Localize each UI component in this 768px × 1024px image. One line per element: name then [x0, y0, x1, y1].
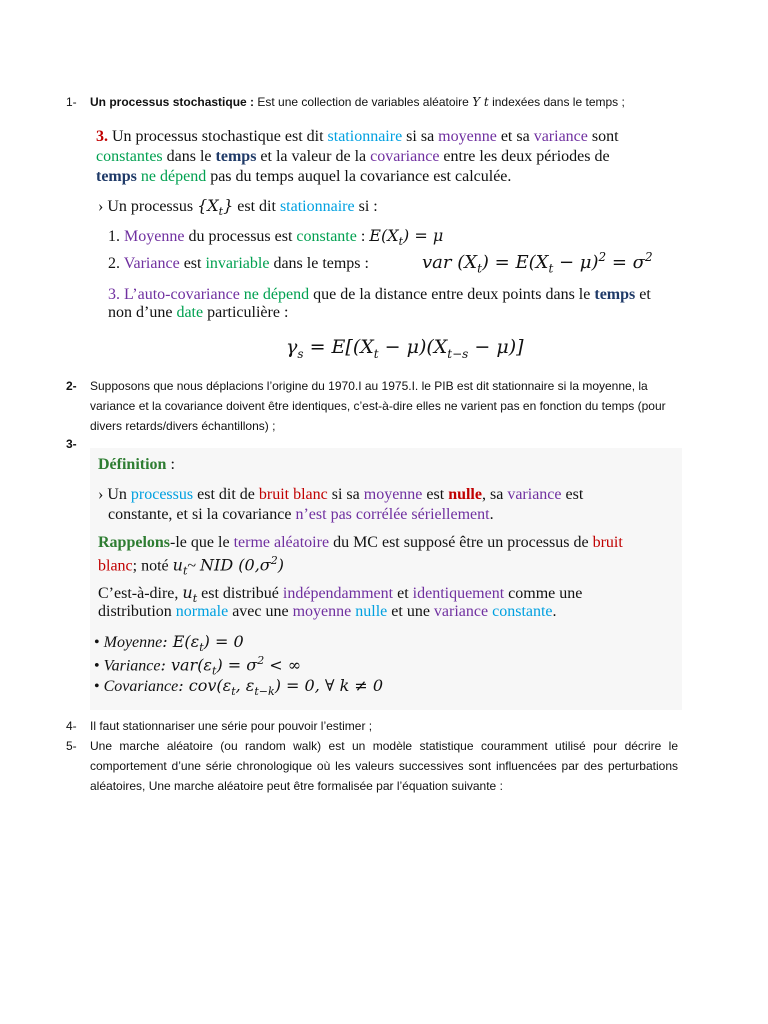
- item-number: 3-: [66, 437, 77, 451]
- list-item-4: [66, 716, 678, 736]
- def-bullet-covariance: • Covariance: $cov(\varepsilon_t$, $\varepsilon_{t-k}) = 0$, ∀ k ≠ 0: [94, 676, 384, 699]
- fig-line-4: › Un processus $\{X_t\}$ est dit stationnaire si :: [98, 196, 378, 219]
- item-number: 4-: [66, 719, 77, 733]
- stationarity-figure: [90, 120, 682, 370]
- item-number: 2-: [66, 379, 77, 393]
- def-line-6: distribution normale avec une moyenne nulle et une variance constante.: [98, 603, 557, 620]
- item-text: Supposons que nous déplacions l’origine du 1970.I au 1975.I. le PIB est dit stationnaire si la moyenne, la variance et la covariance doivent être identiques, c’est-à-dire elles ne varient pas en fonction du temps (pour divers retards/divers échantillons) ;: [90, 379, 666, 433]
- fig-line-6: 2. Variance est invariable dans le temps :: [108, 255, 369, 272]
- item-text: Une marche aléatoire (ou random walk) est un modèle statistique couramment utilisé pour décrire le comportement d’une série chronologique où les valeurs successives sont influencées par des perturbations aléatoires, Une marche aléatoire peut être formalisée par l’équation suivante :: [90, 739, 678, 793]
- fig-line-1: 3. Un processus stochastique est dit stationnaire si sa moyenne et sa variance sont: [96, 128, 619, 145]
- fig-line-2: constantes dans le temps et la valeur de la covariance entre les deux périodes de: [96, 148, 610, 165]
- def-line-1: › Un processus est dit de bruit blanc si sa moyenne est nulle, sa variance est: [98, 486, 584, 503]
- item-text: Un processus stochastique : Est une collection de variables aléatoire Y t indexées dans le temps ;: [90, 95, 625, 109]
- def-line-5: C’est-à-dire, $u_t$ est distribué indépendamment et identiquement comme une: [98, 583, 583, 606]
- def-line-2: constante, et si la covariance n’est pas corrélée sériellement.: [108, 506, 494, 523]
- def-line-3: Rappelons-le que le terme aléatoire du MC est supposé être un processus de bruit: [98, 534, 623, 551]
- white-noise-figure: [90, 452, 682, 702]
- item-number: 1-: [66, 95, 77, 109]
- item-text: Il faut stationnariser une série pour pouvoir l’estimer ;: [90, 719, 373, 733]
- def-bullet-mean: • Moyenne: $E(\varepsilon_t) = 0$: [94, 632, 244, 655]
- list-item-2: [66, 376, 678, 436]
- fig-line-8: non d’une date particulière :: [108, 304, 289, 321]
- fig-equation-autocov: $\gamma_s = E[(X_t - \mu)(X_{t-s} - \mu)]$: [286, 336, 524, 361]
- item-number: 5-: [66, 739, 77, 753]
- fig-line-3: temps ne dépend pas du temps auquel la covariance est calculée.: [96, 168, 512, 185]
- fig-line-5: 1. Moyenne du processus est constante : $E(X_t) = \mu$: [108, 226, 444, 249]
- list-item-1: [66, 92, 678, 112]
- def-bullet-variance: • Variance: $var(\varepsilon_t) = \sigma^2$ < ∞: [94, 654, 302, 678]
- term-bold: Un processus stochastique :: [90, 95, 255, 109]
- fig-line-7: 3. L’auto-covariance ne dépend que de la distance entre deux points dans le temps et: [108, 286, 651, 303]
- fig-equation-variance: var $(X_t) = E(X_t - \mu)^2 = \sigma^2$: [422, 250, 653, 276]
- definition-title: Définition :: [98, 456, 175, 473]
- def-line-4: blanc; noté $u_t\sim$ NID $(0,\sigma^2)$: [98, 554, 284, 578]
- list-item-5: [66, 736, 678, 796]
